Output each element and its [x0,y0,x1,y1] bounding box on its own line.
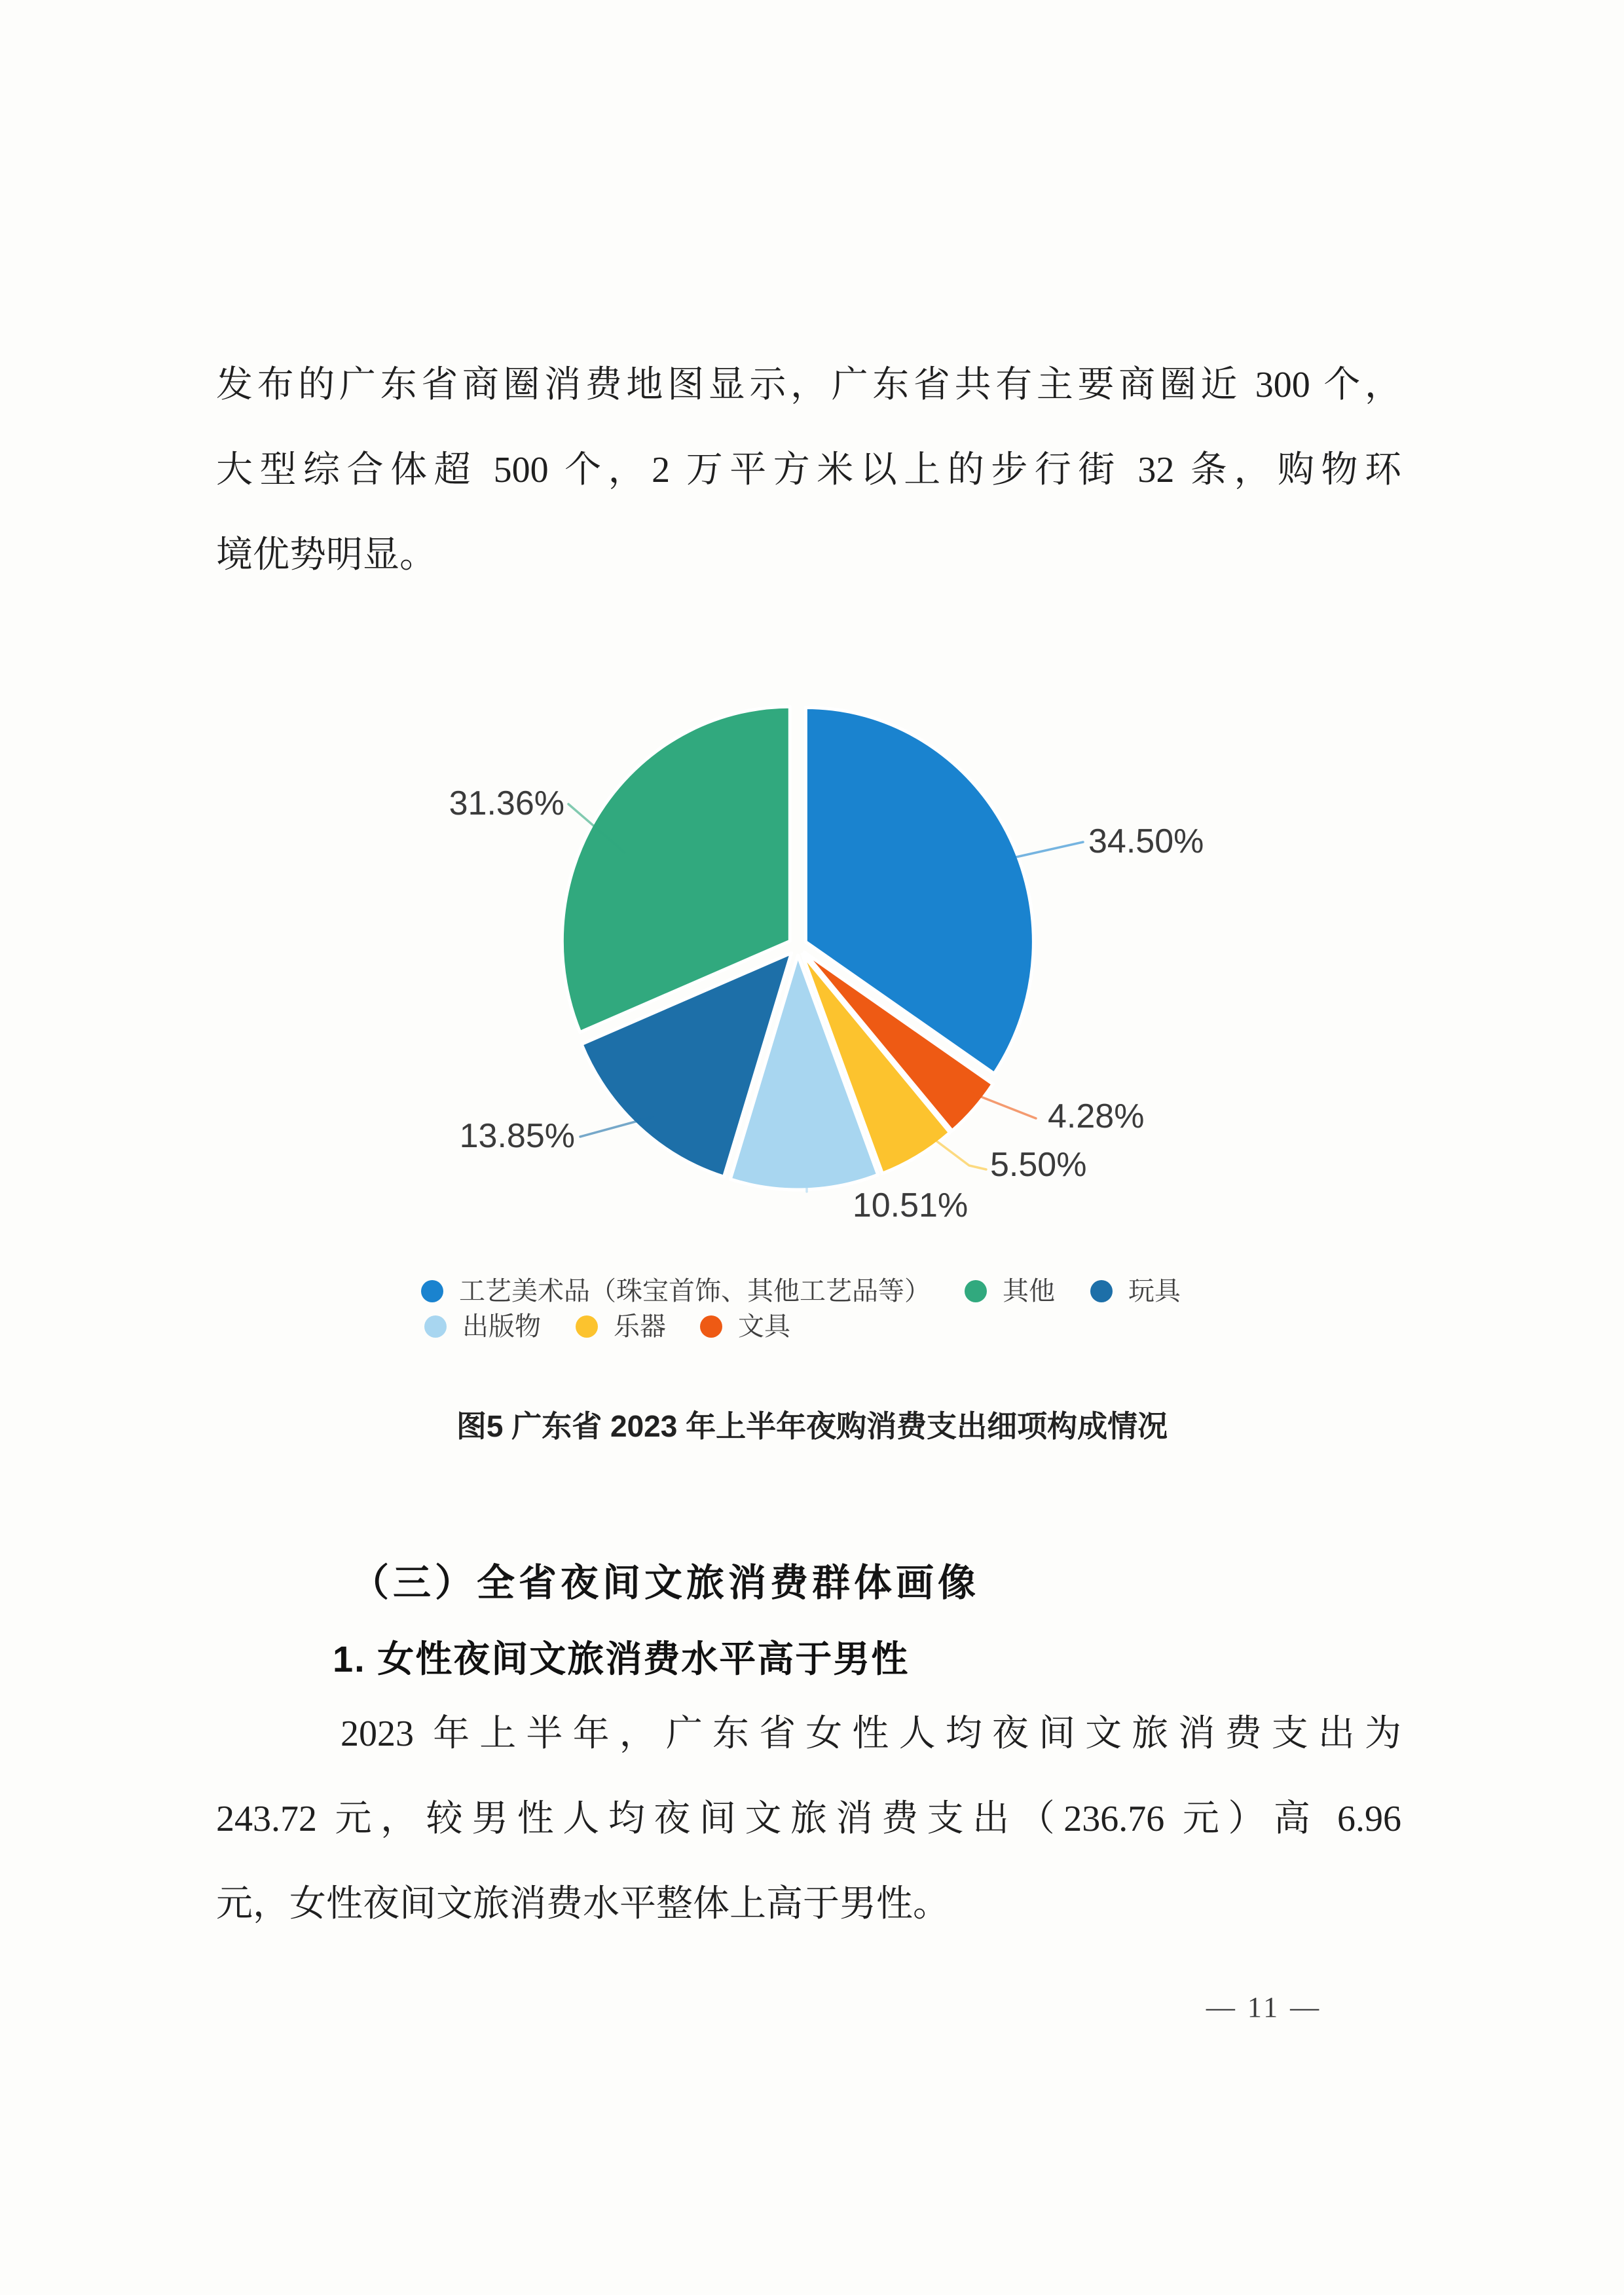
legend-item [576,1312,666,1341]
legend-color-dot [576,1315,598,1338]
pie-chart [367,668,1283,1257]
paragraph-line: 发布的广东省商圈消费地图显示，广东省共有主要商圈近 300 个， [216,365,1401,405]
legend-label: 玩具 [1128,1277,1181,1306]
label-leader-line [1007,842,1083,859]
paragraph-line: 2023 年上半年，广东省女性人均夜间文旅消费支出为 [341,1714,1401,1754]
pie-percent-label: 13.85% [459,1117,575,1155]
legend-color-dot [424,1315,447,1338]
legend-item [1090,1277,1181,1306]
pie-percent-label: 4.28% [1048,1097,1145,1135]
page-number: — 11 — [1206,1991,1322,2023]
legend-color-dot [700,1315,722,1338]
pie-percent-label: 5.50% [990,1146,1087,1184]
paragraph-line: 境优势明显。 [216,535,436,576]
pie-chart-figure [367,668,1283,1401]
legend-label: 文具 [738,1312,790,1341]
legend-color-dot [421,1280,443,1302]
paragraph-female-consumption [216,1691,1401,1947]
section-heading: （三）全省夜间文旅消费群体画像 [351,1562,980,1604]
paragraph-line: 大型综合体超 500 个，2 万平方米以上的步行街 32 条，购物环 [216,450,1401,490]
sub-heading: 1. 女性夜间文旅消费水平高于男性 [333,1638,910,1680]
legend-label: 其他 [1003,1277,1055,1306]
paragraph-line: 元，女性夜间文旅消费水平整体上高于男性。 [216,1884,950,1924]
figure-caption: 图5 广东省 2023 年上半年夜购消费支出细项构成情况 [456,1409,1168,1443]
legend-item [965,1277,1055,1306]
pie-percent-label: 34.50% [1088,822,1204,860]
legend-label: 乐器 [614,1312,666,1341]
legend-item [421,1277,931,1306]
paragraph-line: 243.72 元，较男性人均夜间文旅消费支出（236.76 元）高 6.96 [216,1799,1401,1839]
legend-color-dot [965,1280,987,1302]
paragraph-shopping-environment [216,342,1401,598]
pie-percent-label: 31.36% [449,784,564,822]
legend-label: 出版物 [462,1312,541,1341]
legend-item [700,1312,790,1341]
legend-color-dot [1090,1280,1113,1302]
pie-percent-label: 10.51% [852,1186,969,1224]
legend-label: 工艺美术品（珠宝首饰、其他工艺品等） [459,1277,931,1306]
legend-item [424,1312,541,1341]
